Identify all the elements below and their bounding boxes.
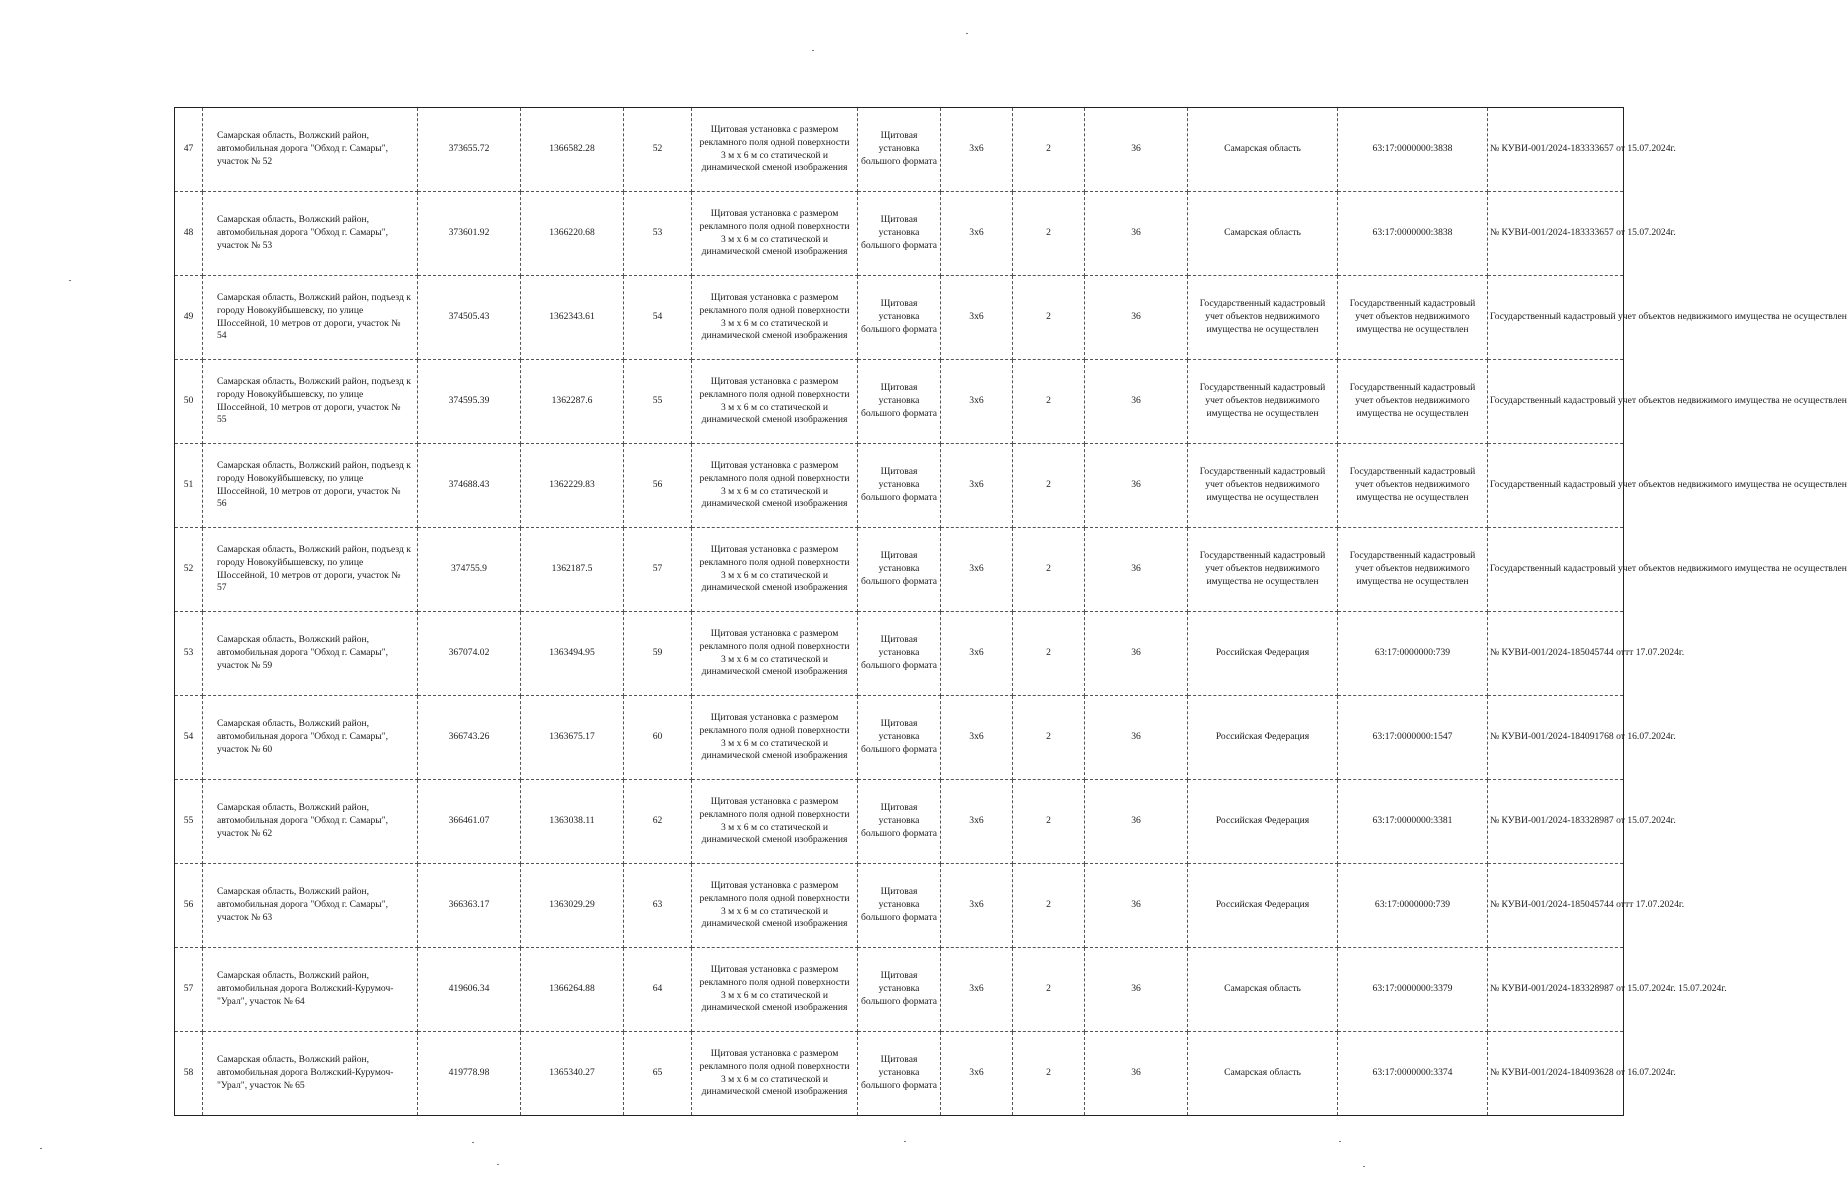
registration-cell: Государственный кадастровый учет объектов недвижимого имущества не осуществлен bbox=[1488, 360, 1624, 444]
sides-cell: 2 bbox=[1013, 612, 1085, 696]
coord-x-cell: 419606.34 bbox=[418, 948, 521, 1032]
table-row bbox=[175, 276, 1624, 360]
sides-cell: 2 bbox=[1013, 864, 1085, 948]
owner-cell: Российская Федерация bbox=[1188, 780, 1338, 864]
site-number-cell: 63 bbox=[624, 864, 692, 948]
sides-cell: 2 bbox=[1013, 276, 1085, 360]
area-cell: 36 bbox=[1085, 192, 1188, 276]
site-number-cell: 55 bbox=[624, 360, 692, 444]
coord-y-cell: 1363038.11 bbox=[521, 780, 624, 864]
size-cell: 3х6 bbox=[941, 444, 1013, 528]
owner-cell: Государственный кадастровый учет объектов недвижимого имущества не осуществлен bbox=[1188, 528, 1338, 612]
cadastral-cell: 63:17:0000000:3838 bbox=[1338, 108, 1488, 192]
cadastral-cell: 63:17:0000000:1547 bbox=[1338, 696, 1488, 780]
description-cell: Щитовая установка с размером рекламного поля одной поверхности 3 м х 6 м со статической и динамической сменой изображения bbox=[692, 864, 858, 948]
scan-speck bbox=[1363, 1166, 1365, 1167]
description-cell: Щитовая установка с размером рекламного поля одной поверхности 3 м х 6 м со статической и динамической сменой изображения bbox=[692, 948, 858, 1032]
area-cell: 36 bbox=[1085, 444, 1188, 528]
registration-cell: № КУВИ-001/2024-183333657 от 15.07.2024г. bbox=[1488, 108, 1624, 192]
sides-cell: 2 bbox=[1013, 108, 1085, 192]
size-cell: 3х6 bbox=[941, 192, 1013, 276]
cadastral-cell: Государственный кадастровый учет объектов недвижимого имущества не осуществлен bbox=[1338, 360, 1488, 444]
area-cell: 36 bbox=[1085, 948, 1188, 1032]
area-cell: 36 bbox=[1085, 108, 1188, 192]
type-cell: Щитовая установка большого формата bbox=[858, 444, 941, 528]
size-cell: 3х6 bbox=[941, 612, 1013, 696]
table-body bbox=[175, 108, 1847, 1116]
type-cell: Щитовая установка большого формата bbox=[858, 612, 941, 696]
coord-y-cell: 1366264.88 bbox=[521, 948, 624, 1032]
area-cell: 36 bbox=[1085, 528, 1188, 612]
address-cell: Самарская область, Волжский район, подъезд к городу Новокуйбышевску, по улице Шоссейной, 10 метров от дороги, участок № 54 bbox=[203, 276, 418, 360]
address-cell: Самарская область, Волжский район, автомобильная дорога "Обход г. Самары", участок № 62 bbox=[203, 780, 418, 864]
registration-cell: № КУВИ-001/2024-183328987 от 15.07.2024г. bbox=[1488, 780, 1624, 864]
cadastral-cell: 63:17:0000000:3374 bbox=[1338, 1032, 1488, 1116]
address-cell: Самарская область, Волжский район, автомобильная дорога "Обход г. Самары", участок № 60 bbox=[203, 696, 418, 780]
registration-cell: № КУВИ-001/2024-185045744 оттт 17.07.2024г. bbox=[1488, 612, 1624, 696]
coord-y-cell: 1366220.68 bbox=[521, 192, 624, 276]
area-cell: 36 bbox=[1085, 276, 1188, 360]
address-cell: Самарская область, Волжский район, автомобильная дорога Волжский-Курумоч-"Урал", участок № 65 bbox=[203, 1032, 418, 1116]
type-cell: Щитовая установка большого формата bbox=[858, 528, 941, 612]
coord-x-cell: 374505.43 bbox=[418, 276, 521, 360]
type-cell: Щитовая установка большого формата bbox=[858, 948, 941, 1032]
type-cell: Щитовая установка большого формата bbox=[858, 780, 941, 864]
row-number: 52 bbox=[175, 528, 203, 612]
area-cell: 36 bbox=[1085, 360, 1188, 444]
description-cell: Щитовая установка с размером рекламного поля одной поверхности 3 м х 6 м со статической и динамической сменой изображения bbox=[692, 780, 858, 864]
coord-x-cell: 366461.07 bbox=[418, 780, 521, 864]
registration-cell: Государственный кадастровый учет объектов недвижимого имущества не осуществлен bbox=[1488, 276, 1624, 360]
coord-x-cell: 367074.02 bbox=[418, 612, 521, 696]
cadastral-cell: 63:17:0000000:739 bbox=[1338, 864, 1488, 948]
description-cell: Щитовая установка с размером рекламного поля одной поверхности 3 м х 6 м со статической и динамической сменой изображения bbox=[692, 612, 858, 696]
description-cell: Щитовая установка с размером рекламного поля одной поверхности 3 м х 6 м со статической и динамической сменой изображения bbox=[692, 360, 858, 444]
site-number-cell: 56 bbox=[624, 444, 692, 528]
coord-y-cell: 1363675.17 bbox=[521, 696, 624, 780]
table-row bbox=[175, 1032, 1624, 1116]
site-number-cell: 60 bbox=[624, 696, 692, 780]
size-cell: 3х6 bbox=[941, 360, 1013, 444]
sides-cell: 2 bbox=[1013, 528, 1085, 612]
description-cell: Щитовая установка с размером рекламного поля одной поверхности 3 м х 6 м со статической и динамической сменой изображения bbox=[692, 108, 858, 192]
site-number-cell: 59 bbox=[624, 612, 692, 696]
description-cell: Щитовая установка с размером рекламного поля одной поверхности 3 м х 6 м со статической и динамической сменой изображения bbox=[692, 276, 858, 360]
table-row bbox=[175, 612, 1624, 696]
scan-speck bbox=[472, 1142, 474, 1143]
row-number: 47 bbox=[175, 108, 203, 192]
description-cell: Щитовая установка с размером рекламного поля одной поверхности 3 м х 6 м со статической и динамической сменой изображения bbox=[692, 444, 858, 528]
coord-x-cell: 374688.43 bbox=[418, 444, 521, 528]
coord-y-cell: 1366582.28 bbox=[521, 108, 624, 192]
table-row bbox=[175, 108, 1624, 192]
cadastral-cell: Государственный кадастровый учет объектов недвижимого имущества не осуществлен bbox=[1338, 276, 1488, 360]
address-cell: Самарская область, Волжский район, подъезд к городу Новокуйбышевску, по улице Шоссейной, 10 метров от дороги, участок № 55 bbox=[203, 360, 418, 444]
cadastral-cell: 63:17:0000000:3381 bbox=[1338, 780, 1488, 864]
coord-x-cell: 419778.98 bbox=[418, 1032, 521, 1116]
site-number-cell: 65 bbox=[624, 1032, 692, 1116]
scan-speck bbox=[966, 33, 968, 34]
owner-cell: Самарская область bbox=[1188, 948, 1338, 1032]
row-number: 49 bbox=[175, 276, 203, 360]
scan-speck bbox=[69, 280, 71, 281]
row-number: 57 bbox=[175, 948, 203, 1032]
address-cell: Самарская область, Волжский район, автомобильная дорога "Обход г. Самары", участок № 63 bbox=[203, 864, 418, 948]
coord-y-cell: 1362343.61 bbox=[521, 276, 624, 360]
sides-cell: 2 bbox=[1013, 360, 1085, 444]
site-number-cell: 57 bbox=[624, 528, 692, 612]
coord-y-cell: 1362229.83 bbox=[521, 444, 624, 528]
coord-x-cell: 374755.9 bbox=[418, 528, 521, 612]
scan-speck bbox=[812, 50, 814, 51]
sides-cell: 2 bbox=[1013, 444, 1085, 528]
type-cell: Щитовая установка большого формата bbox=[858, 696, 941, 780]
sides-cell: 2 bbox=[1013, 780, 1085, 864]
owner-cell: Российская Федерация bbox=[1188, 864, 1338, 948]
size-cell: 3х6 bbox=[941, 948, 1013, 1032]
scan-speck bbox=[497, 1164, 499, 1165]
coord-x-cell: 366743.26 bbox=[418, 696, 521, 780]
site-number-cell: 52 bbox=[624, 108, 692, 192]
scan-speck bbox=[1339, 1141, 1341, 1142]
owner-cell: Российская Федерация bbox=[1188, 696, 1338, 780]
registration-cell: № КУВИ-001/2024-183333657 от 15.07.2024г. bbox=[1488, 192, 1624, 276]
row-number: 48 bbox=[175, 192, 203, 276]
description-cell: Щитовая установка с размером рекламного поля одной поверхности 3 м х 6 м со статической и динамической сменой изображения bbox=[692, 192, 858, 276]
area-cell: 36 bbox=[1085, 864, 1188, 948]
row-number: 54 bbox=[175, 696, 203, 780]
row-number: 55 bbox=[175, 780, 203, 864]
address-cell: Самарская область, Волжский район, подъезд к городу Новокуйбышевску, по улице Шоссейной, 10 метров от дороги, участок № 57 bbox=[203, 528, 418, 612]
size-cell: 3х6 bbox=[941, 696, 1013, 780]
registration-cell: № КУВИ-001/2024-184091768 от 16.07.2024г. bbox=[1488, 696, 1624, 780]
row-number: 53 bbox=[175, 612, 203, 696]
table-row bbox=[175, 864, 1624, 948]
size-cell: 3х6 bbox=[941, 108, 1013, 192]
owner-cell: Государственный кадастровый учет объектов недвижимого имущества не осуществлен bbox=[1188, 444, 1338, 528]
row-number: 50 bbox=[175, 360, 203, 444]
registration-cell: Государственный кадастровый учет объектов недвижимого имущества не осуществлен bbox=[1488, 528, 1624, 612]
coord-y-cell: 1362287.6 bbox=[521, 360, 624, 444]
area-cell: 36 bbox=[1085, 1032, 1188, 1116]
size-cell: 3х6 bbox=[941, 780, 1013, 864]
registration-cell: Государственный кадастровый учет объектов недвижимого имущества не осуществлен bbox=[1488, 444, 1624, 528]
site-number-cell: 53 bbox=[624, 192, 692, 276]
cadastral-cell: 63:17:0000000:3379 bbox=[1338, 948, 1488, 1032]
owner-cell: Самарская область bbox=[1188, 108, 1338, 192]
sides-cell: 2 bbox=[1013, 1032, 1085, 1116]
row-number: 56 bbox=[175, 864, 203, 948]
site-number-cell: 54 bbox=[624, 276, 692, 360]
address-cell: Самарская область, Волжский район, автомобильная дорога "Обход г. Самары", участок № 59 bbox=[203, 612, 418, 696]
coord-x-cell: 366363.17 bbox=[418, 864, 521, 948]
type-cell: Щитовая установка большого формата bbox=[858, 360, 941, 444]
size-cell: 3х6 bbox=[941, 276, 1013, 360]
address-cell: Самарская область, Волжский район, автомобильная дорога Волжский-Курумоч-"Урал", участок № 64 bbox=[203, 948, 418, 1032]
registry-table bbox=[174, 107, 1847, 1116]
type-cell: Щитовая установка большого формата bbox=[858, 276, 941, 360]
cadastral-cell: Государственный кадастровый учет объектов недвижимого имущества не осуществлен bbox=[1338, 444, 1488, 528]
address-cell: Самарская область, Волжский район, автомобильная дорога "Обход г. Самары", участок № 53 bbox=[203, 192, 418, 276]
table-row bbox=[175, 192, 1624, 276]
scan-speck bbox=[904, 1141, 906, 1142]
owner-cell: Государственный кадастровый учет объектов недвижимого имущества не осуществлен bbox=[1188, 360, 1338, 444]
size-cell: 3х6 bbox=[941, 1032, 1013, 1116]
sides-cell: 2 bbox=[1013, 192, 1085, 276]
size-cell: 3х6 bbox=[941, 528, 1013, 612]
table-row bbox=[175, 696, 1624, 780]
owner-cell: Самарская область bbox=[1188, 1032, 1338, 1116]
type-cell: Щитовая установка большого формата bbox=[858, 192, 941, 276]
site-number-cell: 62 bbox=[624, 780, 692, 864]
registration-cell: № КУВИ-001/2024-185045744 оттт 17.07.2024г. bbox=[1488, 864, 1624, 948]
sides-cell: 2 bbox=[1013, 948, 1085, 1032]
address-cell: Самарская область, Волжский район, подъезд к городу Новокуйбышевску, по улице Шоссейной, 10 метров от дороги, участок № 56 bbox=[203, 444, 418, 528]
description-cell: Щитовая установка с размером рекламного поля одной поверхности 3 м х 6 м со статической и динамической сменой изображения bbox=[692, 528, 858, 612]
sides-cell: 2 bbox=[1013, 696, 1085, 780]
area-cell: 36 bbox=[1085, 780, 1188, 864]
table-row bbox=[175, 948, 1624, 1032]
area-cell: 36 bbox=[1085, 612, 1188, 696]
row-number: 51 bbox=[175, 444, 203, 528]
coord-x-cell: 373655.72 bbox=[418, 108, 521, 192]
description-cell: Щитовая установка с размером рекламного поля одной поверхности 3 м х 6 м со статической и динамической сменой изображения bbox=[692, 696, 858, 780]
description-cell: Щитовая установка с размером рекламного поля одной поверхности 3 м х 6 м со статической и динамической сменой изображения bbox=[692, 1032, 858, 1116]
registration-cell: № КУВИ-001/2024-183328987 от 15.07.2024г. 15.07.2024г. bbox=[1488, 948, 1624, 1032]
owner-cell: Российская Федерация bbox=[1188, 612, 1338, 696]
coord-x-cell: 374595.39 bbox=[418, 360, 521, 444]
site-number-cell: 64 bbox=[624, 948, 692, 1032]
type-cell: Щитовая установка большого формата bbox=[858, 108, 941, 192]
coord-y-cell: 1363494.95 bbox=[521, 612, 624, 696]
size-cell: 3х6 bbox=[941, 864, 1013, 948]
type-cell: Щитовая установка большого формата bbox=[858, 864, 941, 948]
row-number: 58 bbox=[175, 1032, 203, 1116]
owner-cell: Государственный кадастровый учет объектов недвижимого имущества не осуществлен bbox=[1188, 276, 1338, 360]
cadastral-cell: 63:17:0000000:739 bbox=[1338, 612, 1488, 696]
cadastral-cell: 63:17:0000000:3838 bbox=[1338, 192, 1488, 276]
type-cell: Щитовая установка большого формата bbox=[858, 1032, 941, 1116]
registration-cell: № КУВИ-001/2024-184093628 от 16.07.2024г. bbox=[1488, 1032, 1624, 1116]
owner-cell: Самарская область bbox=[1188, 192, 1338, 276]
cadastral-cell: Государственный кадастровый учет объектов недвижимого имущества не осуществлен bbox=[1338, 528, 1488, 612]
table-row bbox=[175, 444, 1624, 528]
table-row bbox=[175, 780, 1624, 864]
coord-y-cell: 1362187.5 bbox=[521, 528, 624, 612]
table-row bbox=[175, 360, 1624, 444]
coord-x-cell: 373601.92 bbox=[418, 192, 521, 276]
area-cell: 36 bbox=[1085, 696, 1188, 780]
address-cell: Самарская область, Волжский район, автомобильная дорога "Обход г. Самары", участок № 52 bbox=[203, 108, 418, 192]
coord-y-cell: 1363029.29 bbox=[521, 864, 624, 948]
scan-speck bbox=[40, 1148, 42, 1149]
table-row bbox=[175, 528, 1624, 612]
coord-y-cell: 1365340.27 bbox=[521, 1032, 624, 1116]
